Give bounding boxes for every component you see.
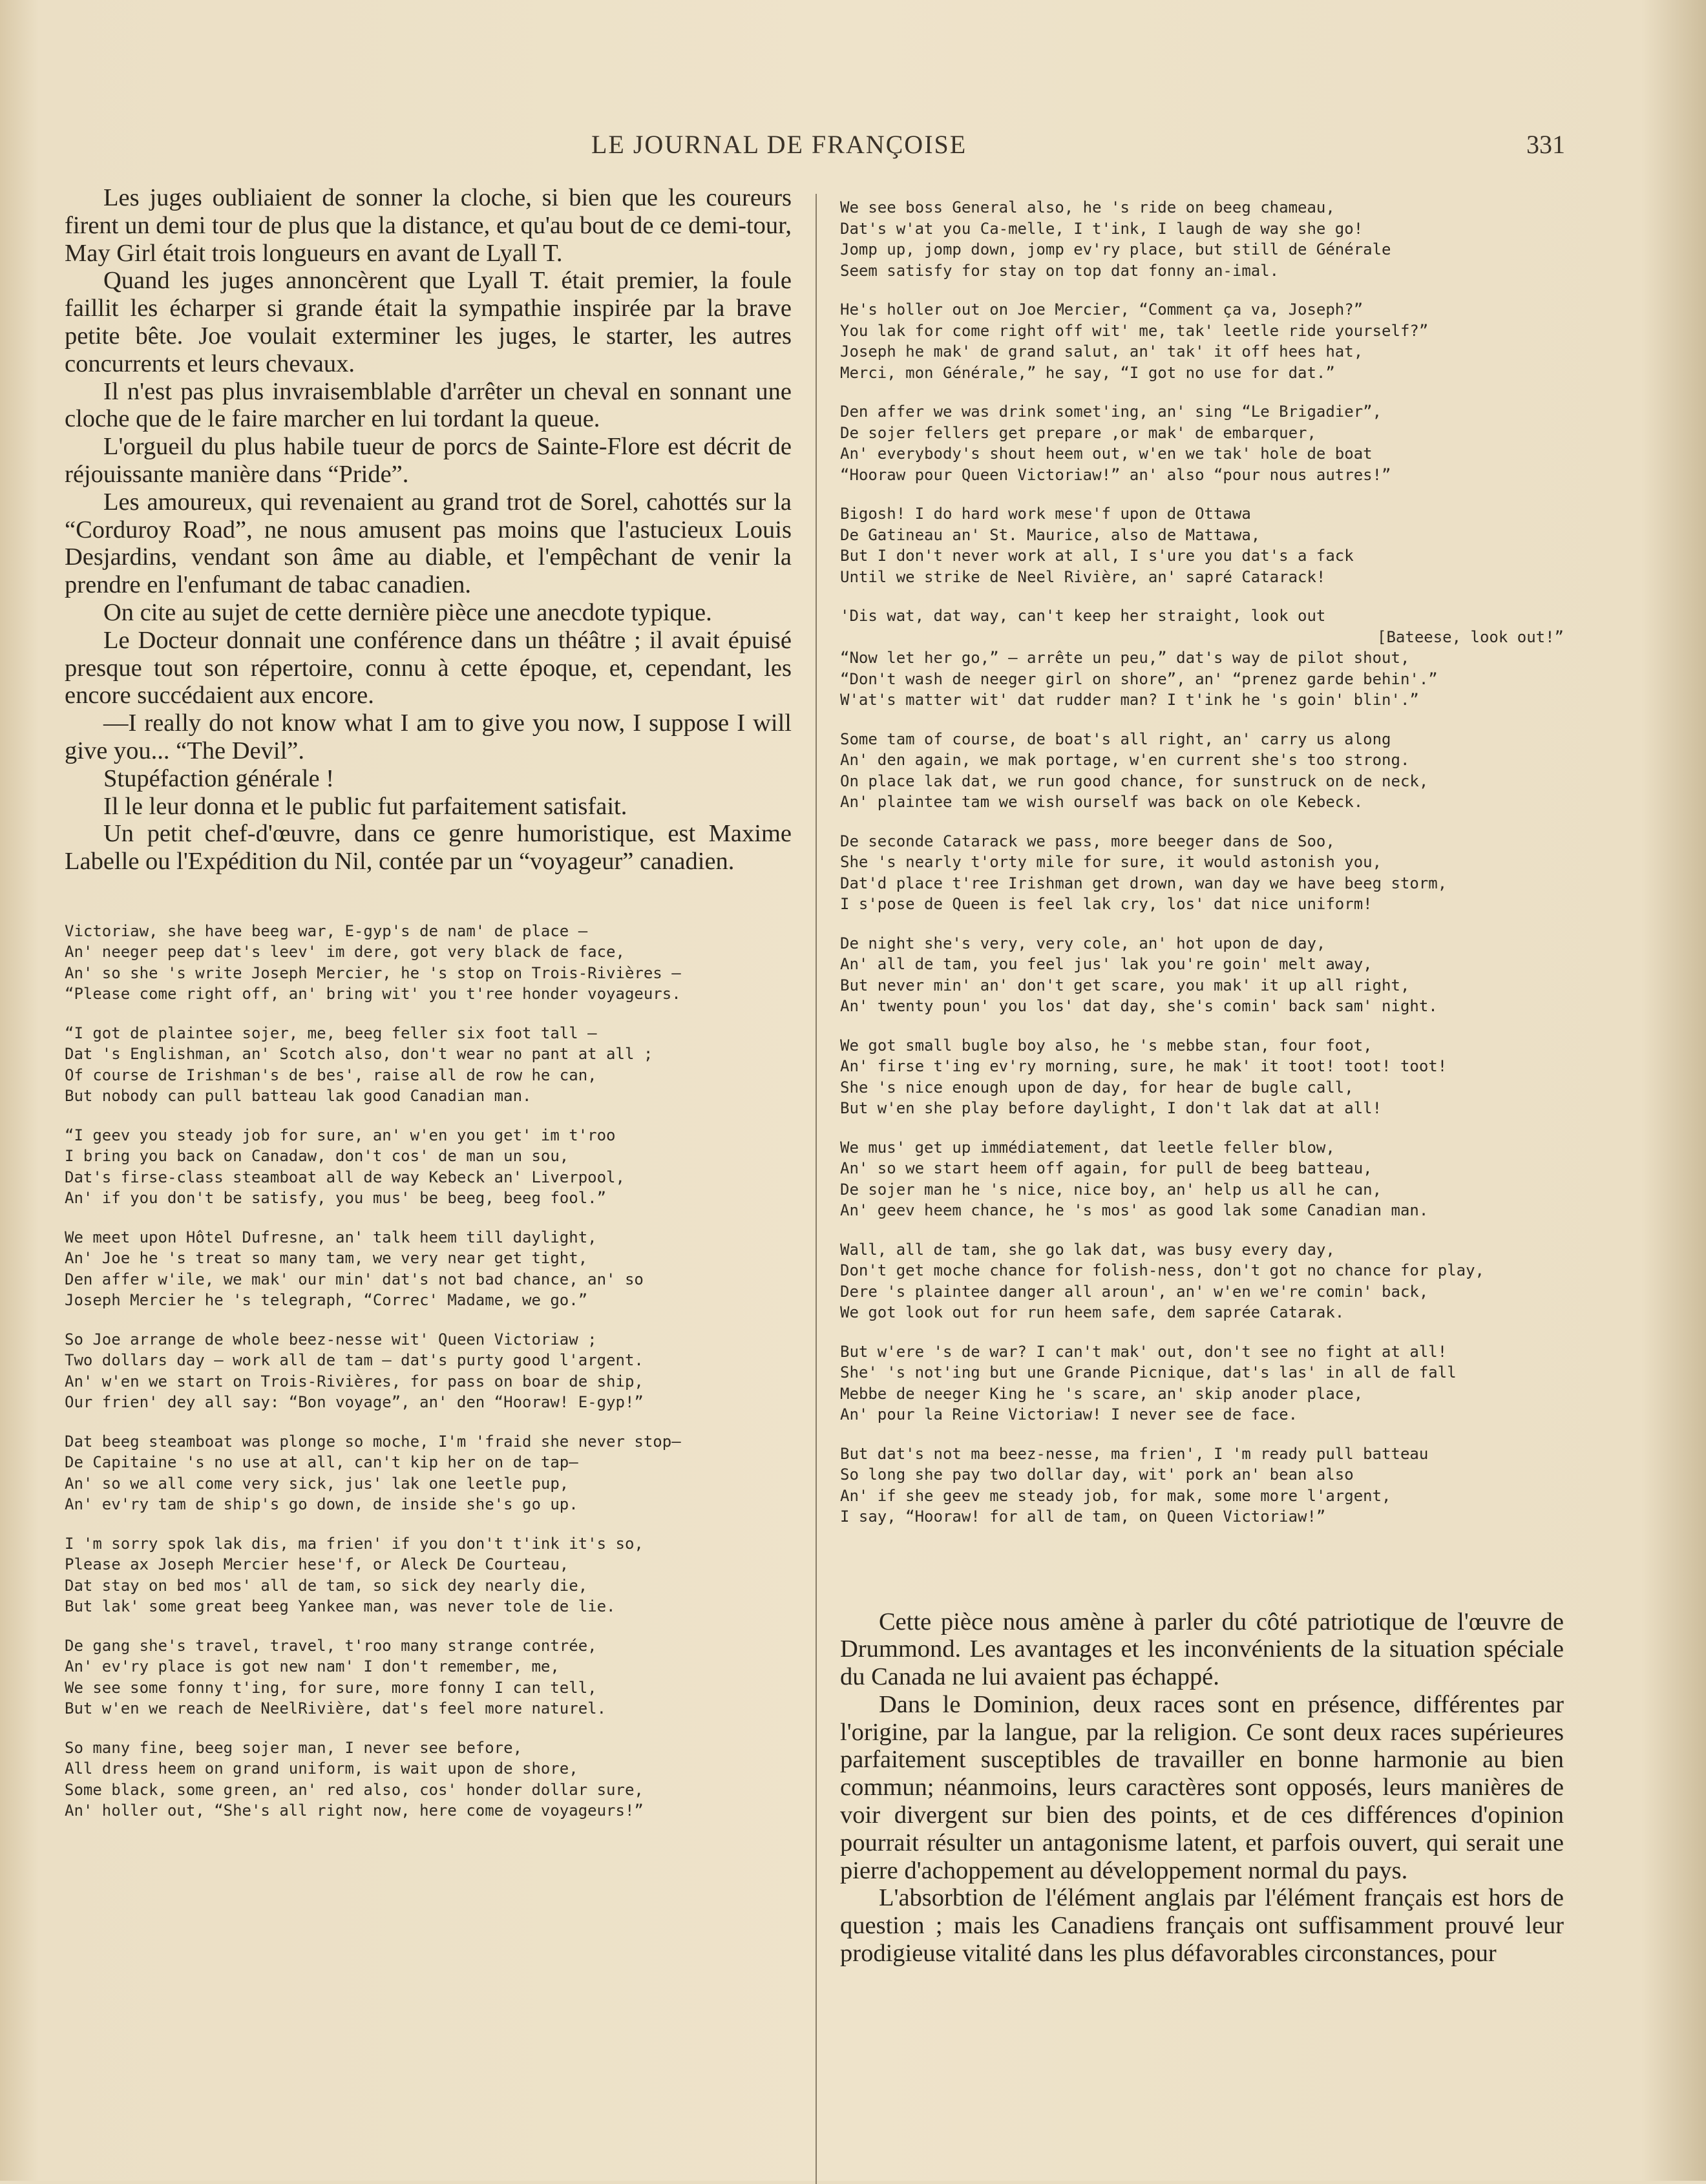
poem-stanza xyxy=(840,503,1564,587)
poem-line: An' everybody's shout heem out, w'en we tak' hole de boat xyxy=(840,445,1373,463)
poem-line: 'Dis wat, dat way, can't keep her straight, look out xyxy=(840,607,1326,625)
poem-stanza xyxy=(840,1239,1564,1323)
poem-line: Dat's firse-class steamboat all de way Kebeck an' Liverpool, xyxy=(65,1168,625,1186)
poem-line: You lak for come right off wit' me, tak' leetle ride yourself?” xyxy=(840,321,1429,340)
poem-line: We see boss General also, he 's ride on beeg chameau, xyxy=(840,198,1335,216)
poem-stanza xyxy=(65,1431,792,1515)
poem-line: Dat stay on bed mos' all de tam, so sick dey nearly die, xyxy=(65,1576,588,1595)
poem-line: Don't get moche chance for folish-ness, don't got no chance for play, xyxy=(840,1261,1484,1279)
poem-line: I bring you back on Canadaw, don't cos' de man un sou, xyxy=(65,1147,569,1166)
poem-line: An' twenty poun' you los' dat day, she's comin' back sam' night. xyxy=(840,997,1438,1015)
poem-line: An' ev'ry tam de ship's go down, de inside she's go up. xyxy=(65,1495,578,1514)
poem-line: Please ax Joseph Mercier hese'f, or Aleck De Courteau, xyxy=(65,1555,569,1574)
poem-stanza xyxy=(65,1125,792,1209)
poem-line: But I don't never work at all, I s'ure you dat's a fack xyxy=(840,547,1354,565)
poem-line: So Joe arrange de whole beez-nesse wit' Queen Victoriaw ; xyxy=(65,1330,597,1349)
poem-line: We mus' get up immédiatement, dat leetle feller blow, xyxy=(840,1138,1335,1157)
poem-line: Den affer we was drink somet'ing, an' sing “Le Brigadier”, xyxy=(840,403,1382,421)
poem-line: “Hooraw pour Queen Victoriaw!” an' also “pour nous autres!” xyxy=(840,465,1391,484)
poem-line: Seem satisfy for stay on top dat fonny an-imal. xyxy=(840,261,1280,280)
poem-stanza xyxy=(65,1227,792,1311)
poem-line: An' if she geev me steady job, for mak, some more l'argent, xyxy=(840,1486,1391,1505)
column-divider xyxy=(816,194,817,2184)
poem-line: “I got de plaintee sojer, me, beeg feller six foot tall — xyxy=(65,1024,597,1042)
poem-line: We got small bugle boy also, he 's mebbe stan, four foot, xyxy=(840,1036,1373,1055)
poem-stanza xyxy=(65,1635,792,1719)
poem-line: But w'en she play before daylight, I don't lak dat at all! xyxy=(840,1099,1382,1117)
poem-line: Dat'd place t'ree Irishman get drown, wan day we have beeg storm, xyxy=(840,874,1448,892)
poem-stanza xyxy=(65,1329,792,1413)
poem-stanza xyxy=(65,921,792,1005)
poem-line: Until we strike de Neel Rivière, an' sapré Catarack! xyxy=(840,567,1326,586)
poem-line: But w'en we reach de NeelRivière, dat's feel more naturel. xyxy=(65,1699,607,1718)
poem-line: I 'm sorry spok lak dis, ma frien' if you don't t'ink it's so, xyxy=(65,1534,644,1553)
paragraph: On cite au sujet de cette dernière pièce une anecdote typique. xyxy=(103,598,712,626)
paragraph: Le Docteur donnait une conférence dans un théâtre ; il avait épuisé presque tout son répertoire, connu à cette époque, et, cependant, les encore succédaient aux encore. xyxy=(65,626,792,709)
poem-line: Bigosh! I do hard work mese'f upon de Ottawa xyxy=(840,505,1251,523)
poem-line: “Please come right off, an' bring wit' you t'ree honder voyageurs. xyxy=(65,985,681,1003)
poem-left xyxy=(65,921,792,1822)
poem-line: An' pour la Reine Victoriaw! I never see de face. xyxy=(840,1405,1298,1423)
poem-line: Some black, some green, an' red also, cos' honder dollar sure, xyxy=(65,1780,644,1799)
running-title: LE JOURNAL DE FRANÇOISE xyxy=(591,130,967,159)
poem-line: Jomp up, jomp down, jomp ev'ry place, but still de Générale xyxy=(840,240,1391,258)
paragraph: Dans le Dominion, deux races sont en présence, différentes par l'origine, par la langue, par la religion. Ce sont deux races supérieures parfaitement susceptibles de travailler en bonne harmonie au bien commun; néanmoins, leurs caractères sont opposés, leurs manières de voir divergent sur bien des points, et de ces différences d'opinion pourrait résulter un antagonisme latent, et parfois ouvert, qui serait une pierre d'achoppement au développement normal du pays. xyxy=(840,1690,1564,1884)
poem-line: But w'ere 's de war? I can't mak' out, don't see no fight at all! xyxy=(840,1342,1448,1361)
poem-line: An' w'en we start on Trois-Rivières, for pass on boar de ship, xyxy=(65,1372,644,1391)
poem-line: De sojer fellers get prepare ,or mak' de embarquer, xyxy=(840,423,1316,442)
poem-line: I s'pose de Queen is feel lak cry, los' dat nice uniform! xyxy=(840,895,1373,913)
poem-line: We see some fonny t'ing, for sure, more fonny I can tell, xyxy=(65,1678,597,1697)
poem-line: So many fine, beeg sojer man, I never see before, xyxy=(65,1738,523,1757)
paragraph: Un petit chef-d'œuvre, dans ce genre humoristique, est Maxime Labelle ou l'Expédition du Nil, contée par un “voyageur” canadien. xyxy=(65,820,792,876)
left-prose xyxy=(65,184,792,876)
right-column xyxy=(840,197,1564,1968)
poem-line: He's holler out on Joe Mercier, “Comment ça va, Joseph?” xyxy=(840,300,1364,319)
paragraph: Les amoureux, qui revenaient au grand trot de Sorel, cahottés sur la “Corduroy Road”, ne nous amusent pas moins que l'astucieux Louis Desjardins, vendant son âme au diable, et l'empêchant de venir la prendre en l'enfumant de tabac canadien. xyxy=(65,488,792,599)
paragraph: Stupéfaction générale ! xyxy=(103,764,335,792)
poem-line: But nobody can pull batteau lak good Canadian man. xyxy=(65,1087,532,1106)
poem-line: De Gatineau an' St. Maurice, also de Mattawa, xyxy=(840,525,1261,544)
paragraph: Cette pièce nous amène à parler du côté patriotique de l'œuvre de Drummond. Les avantages et les inconvénients de la situation spéciale du Canada ne lui avaient pas échappé. xyxy=(840,1608,1564,1691)
poem-line: She' 's not'ing but une Grande Picnique, dat's las' in all de fall xyxy=(840,1363,1457,1381)
poem-line: Mebbe de neeger King he 's scare, an' skip anoder place, xyxy=(840,1384,1364,1403)
poem-right xyxy=(840,197,1564,1528)
poem-stanza xyxy=(840,729,1564,813)
poem-line: She 's nearly t'orty mile for sure, it would astonish you, xyxy=(840,853,1382,871)
poem-line: An' den again, we mak portage, w'en current she's too strong. xyxy=(840,751,1410,769)
poem-line: “Don't wash de neeger girl on shore”, an' “prenez garde behin'.” xyxy=(840,669,1438,688)
poem-line: An' so we start heem off again, for pull de beeg batteau, xyxy=(840,1159,1373,1177)
poem-line: So long she pay two dollar day, wit' pork an' bean also xyxy=(840,1465,1354,1484)
poem-line: An' all de tam, you feel jus' lak you're goin' melt away, xyxy=(840,955,1373,973)
paragraph: Il n'est pas plus invraisemblable d'arrêter un cheval en sonnant une cloche que de le faire marcher en lui tordant la queue. xyxy=(65,377,792,433)
poem-stanza xyxy=(840,401,1564,485)
poem-line: An' geev heem chance, he 's mos' as good lak some Canadian man. xyxy=(840,1201,1429,1219)
poem-line: All dress heem on grand uniform, is wait upon de shore, xyxy=(65,1759,578,1778)
poem-line: Two dollars day — work all de tam — dat's purty good l'argent. xyxy=(65,1351,644,1370)
poem-line: But never min' an' don't get scare, you mak' it up all right, xyxy=(840,976,1410,994)
poem-line: Dat's w'at you Ca-melle, I t'ink, I laugh de way she go! xyxy=(840,219,1364,238)
page-number: 331 xyxy=(1526,130,1565,159)
poem-line: Victoriaw, she have beeg war, E-gyp's de nam' de place — xyxy=(65,921,588,940)
paragraph: L'orgueil du plus habile tueur de porcs de Sainte-Flore est décrit de réjouissante manière dans “Pride”. xyxy=(65,433,792,488)
poem-line: Wall, all de tam, she go lak dat, was busy every day, xyxy=(840,1240,1335,1259)
poem-line: Den affer w'ile, we mak' our min' dat's not bad chance, an' so xyxy=(65,1270,644,1288)
poem-line: De gang she's travel, travel, t'roo many strange contrée, xyxy=(65,1636,597,1655)
poem-line: De Capitaine 's no use at all, can't kip her on de tap— xyxy=(65,1453,578,1472)
poem-line: Joseph he mak' de grand salut, an' tak' it off hees hat, xyxy=(840,342,1364,361)
right-prose xyxy=(840,1608,1564,1968)
left-column xyxy=(65,184,792,1840)
poem-line: De sojer man he 's nice, nice boy, an' help us all he can, xyxy=(840,1180,1382,1199)
poem-line: An' ev'ry place is got new nam' I don't remember, me, xyxy=(65,1657,560,1676)
paragraph: —I really do not know what I am to give you now, I suppose I will give you... “The Devil”. xyxy=(65,709,792,764)
poem-line: An' neeger peep dat's leev' im dere, got very black de face, xyxy=(65,943,625,961)
poem-line: “I geev you steady job for sure, an' w'en you get' im t'roo xyxy=(65,1126,616,1144)
paragraph: Les juges oubliaient de sonner la cloche, si bien que les coureurs firent un demi tour de plus que la distance, et qu'au bout de ce demi-tour, May Girl était trois longueurs en avant de Lyall T. xyxy=(65,184,792,267)
poem-stanza xyxy=(65,1023,792,1107)
poem-stanza xyxy=(840,933,1564,1017)
poem-stanza xyxy=(840,299,1564,383)
poem-stanza xyxy=(840,197,1564,281)
poem-line: Dere 's plaintee danger all aroun', an' w'en we're comin' back, xyxy=(840,1282,1429,1301)
poem-line: An' if you don't be satisfy, you mus' be beeg, beeg fool.” xyxy=(65,1189,607,1208)
poem-line: [Bateese, look out!” xyxy=(1377,627,1564,646)
poem-line: But lak' some great beeg Yankee man, was never tole de lie. xyxy=(65,1597,616,1616)
poem-line: Dat 's Englishman, an' Scotch also, don't wear no pant at all ; xyxy=(65,1045,653,1064)
poem-stanza xyxy=(65,1533,792,1617)
poem-line: “Now let her go,” — arrête un peu,” dat's way de pilot shout, xyxy=(840,649,1410,667)
poem-stanza xyxy=(840,1035,1564,1119)
poem-line: W'at's matter wit' dat rudder man? I t'ink he 's goin' blin'.” xyxy=(840,691,1419,709)
poem-line: An' holler out, “She's all right now, here come de voyageurs!” xyxy=(65,1801,644,1820)
poem-stanza xyxy=(840,1341,1564,1425)
page-header xyxy=(0,129,1706,168)
poem-stanza xyxy=(840,831,1564,915)
poem-line: Our frien' dey all say: “Bon voyage”, an' den “Hooraw! E-gyp!” xyxy=(65,1393,644,1412)
poem-line: An' so she 's write Joseph Mercier, he 's stop on Trois-Rivières — xyxy=(65,963,681,982)
poem-stanza xyxy=(65,1738,792,1822)
poem-line: An' firse t'ing ev'ry morning, sure, he mak' it toot! toot! toot! xyxy=(840,1057,1448,1075)
poem-line: De night she's very, very cole, an' hot upon de day, xyxy=(840,934,1326,952)
poem-line: An' plaintee tam we wish ourself was back on ole Kebeck. xyxy=(840,793,1364,811)
poem-line: An' so we all come very sick, jus' lak one leetle pup, xyxy=(65,1474,569,1493)
poem-line: Merci, mon Générale,” he say, “I got no use for dat.” xyxy=(840,363,1335,382)
poem-line: She 's nice enough upon de day, for hear de bugle call, xyxy=(840,1078,1354,1097)
paragraph: L'absorbtion de l'élément anglais par l'élément français est hors de question ; mais les Canadiens français ont suffisamment prouvé leur prodigieuse vitalité dans les plus défavorables circonstances, pour xyxy=(840,1884,1564,1968)
poem-line: On place lak dat, we run good chance, for sunstruck on de neck, xyxy=(840,772,1429,790)
poem-line: Dat beeg steamboat was plonge so moche, I'm 'fraid she never stop— xyxy=(65,1432,681,1451)
poem-stanza xyxy=(840,605,1564,711)
poem-line: De seconde Catarack we pass, more beeger dans de Soo, xyxy=(840,832,1335,850)
poem-line: But dat's not ma beez-nesse, ma frien', I 'm ready pull batteau xyxy=(840,1444,1429,1463)
poem-line: An' Joe he 's treat so many tam, we very near get tight, xyxy=(65,1249,588,1268)
poem-line: I say, “Hooraw! for all de tam, on Queen Victoriaw!” xyxy=(840,1507,1326,1526)
paragraph: Quand les juges annoncèrent que Lyall T. était premier, la foule faillit les écharper si grande était la sympathie inspirée par la brave petite bête. Joe voulait exterminer les juges, le starter, les autres concurrents et leurs chevaux. xyxy=(65,267,792,377)
poem-line: We got look out for run heem safe, dem saprée Catarak. xyxy=(840,1303,1345,1321)
paragraph: Il le leur donna et le public fut parfaitement satisfait. xyxy=(103,792,627,820)
poem-line: Of course de Irishman's de bes', raise all de row he can, xyxy=(65,1066,597,1084)
poem-line: We meet upon Hôtel Dufresne, an' talk heem till daylight, xyxy=(65,1228,597,1246)
poem-stanza xyxy=(840,1137,1564,1221)
poem-line: Some tam of course, de boat's all right, an' carry us along xyxy=(840,730,1391,748)
poem-line: Joseph Mercier he 's telegraph, “Correc' Madame, we go.” xyxy=(65,1291,588,1310)
poem-stanza xyxy=(840,1444,1564,1528)
